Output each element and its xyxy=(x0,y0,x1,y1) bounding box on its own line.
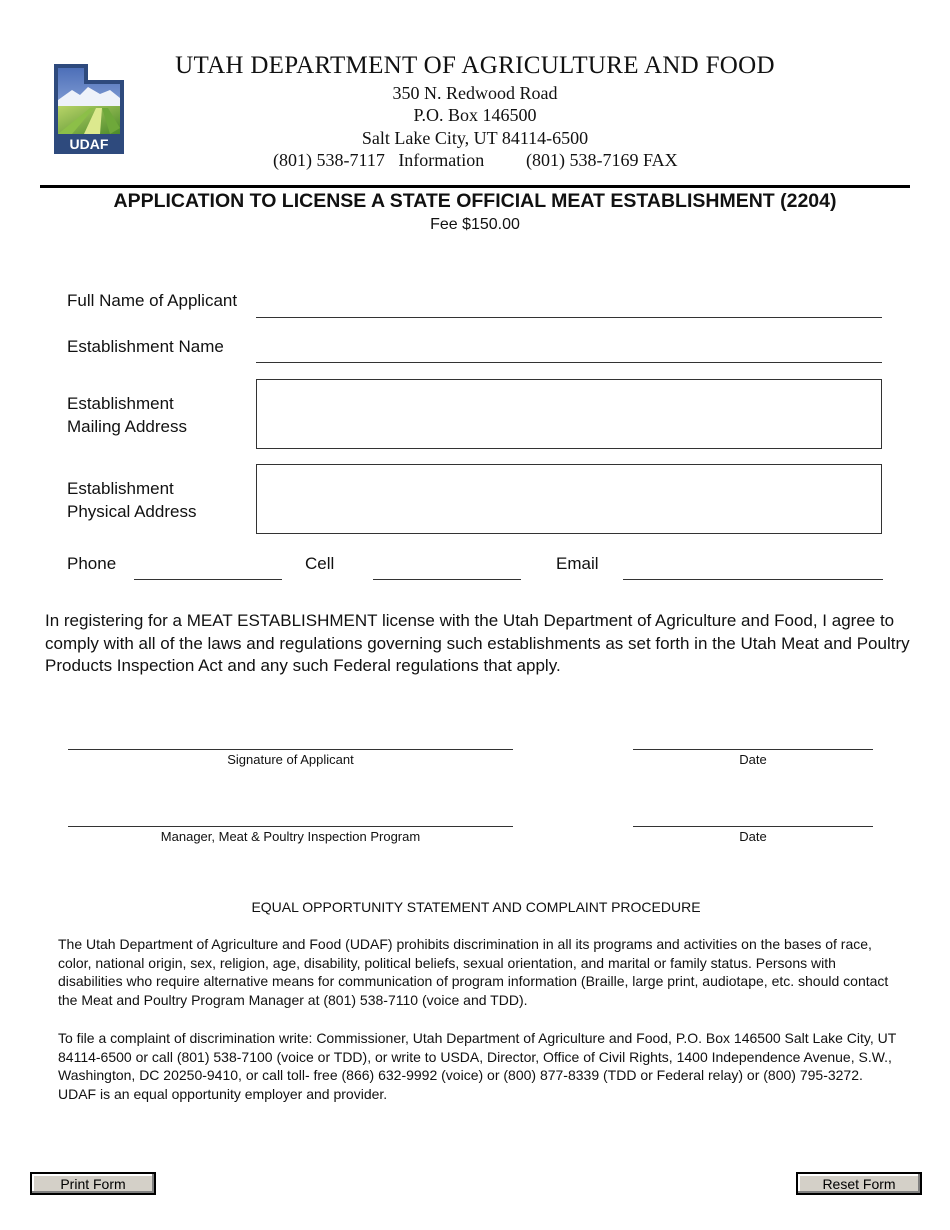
address-po-box: P.O. Box 146500 xyxy=(413,105,537,125)
print-form-button[interactable]: Print Form xyxy=(30,1172,156,1195)
manager-date-caption: Date xyxy=(739,829,767,844)
phone-input[interactable] xyxy=(134,579,282,580)
address-street: 350 N. Redwood Road xyxy=(392,83,558,103)
logo-text: UDAF xyxy=(69,136,109,152)
cell-label: Cell xyxy=(305,554,335,573)
establishment-name-input[interactable] xyxy=(256,362,882,363)
establishment-name-label: Establishment Name xyxy=(67,337,224,356)
applicant-date-caption: Date xyxy=(739,752,767,767)
eo-statement-paragraph: The Utah Department of Agriculture and Food (UDAF) prohibits discrimination in all its programs and activities on the bases of race, color, national origin, sex, religion, age, disability, political beliefs, sexual orientation, and marital or family status. Persons with disabilities who require alternative means for communication of program information (Braille, large print, audiotape, etc. should contact the Meat and Poultry Program Manager at (801) 538-7110 (voice and TDD). xyxy=(58,936,889,1009)
cell-input[interactable] xyxy=(373,579,521,580)
applicant-signature-caption: Signature of Applicant xyxy=(227,752,354,767)
eo-complaint-paragraph: To file a complaint of discrimination write: Commissioner, Utah Department of Agriculture and Food, P.O. Box 146500 Salt Lake City, UT 84114-6500 or call (801) 538-7100 (voice or TDD), or write to USDA, Director, Office of Civil Rights, 1400 Independence Avenue, S.W., Washington, DC 20250-9410, or call toll- free (866) 632-9992 (voice) or (800) 877-8339 (TDD or Federal relay) or (800) 795-3272. UDAF is an equal opportunity employer and provider. xyxy=(58,1030,897,1103)
full-name-label: Full Name of Applicant xyxy=(67,291,238,310)
physical-address-label-line2: Physical Address xyxy=(67,502,197,521)
phone-label: Phone xyxy=(67,554,117,573)
mailing-address-label xyxy=(67,392,187,438)
phone-fax: (801) 538-7169 FAX xyxy=(526,150,678,170)
address-city: Salt Lake City, UT 84114-6500 xyxy=(361,128,589,148)
full-name-input[interactable] xyxy=(256,317,882,318)
phone-information: (801) 538-7117 Information xyxy=(273,150,485,170)
reset-form-button[interactable]: Reset Form xyxy=(796,1172,922,1195)
physical-address-label-line1: Establishment xyxy=(67,479,174,498)
email-input[interactable] xyxy=(623,579,883,580)
applicant-signature-line xyxy=(68,749,513,750)
manager-signature-caption: Manager, Meat & Poultry Inspection Program xyxy=(160,829,421,844)
eo-heading: EQUAL OPPORTUNITY STATEMENT AND COMPLAINT PROCEDURE xyxy=(251,899,701,915)
manager-signature-line xyxy=(68,826,513,827)
physical-address-label xyxy=(67,477,196,523)
mailing-address-input[interactable] xyxy=(256,379,882,449)
header-divider xyxy=(40,185,910,188)
applicant-date-line xyxy=(633,749,873,750)
department-name: UTAH DEPARTMENT OF AGRICULTURE AND FOOD xyxy=(175,52,775,79)
agreement-text: In registering for a MEAT ESTABLISHMENT license with the Utah Department of Agriculture and Food, I agree to comply with all of the laws and regulations governing such establishments as set forth in the Utah Meat and Poultry Products Inspection Act and any such Federal regulations that apply. xyxy=(45,611,910,675)
form-title: APPLICATION TO LICENSE A STATE OFFICIAL MEAT ESTABLISHMENT (2204) xyxy=(113,190,837,212)
manager-date-line xyxy=(633,826,873,827)
physical-address-input[interactable] xyxy=(256,464,882,534)
email-label: Email xyxy=(556,554,599,573)
mailing-address-label-line1: Establishment xyxy=(67,394,174,413)
mailing-address-label-line2: Mailing Address xyxy=(67,417,188,436)
fee-amount: Fee $150.00 xyxy=(430,216,520,233)
